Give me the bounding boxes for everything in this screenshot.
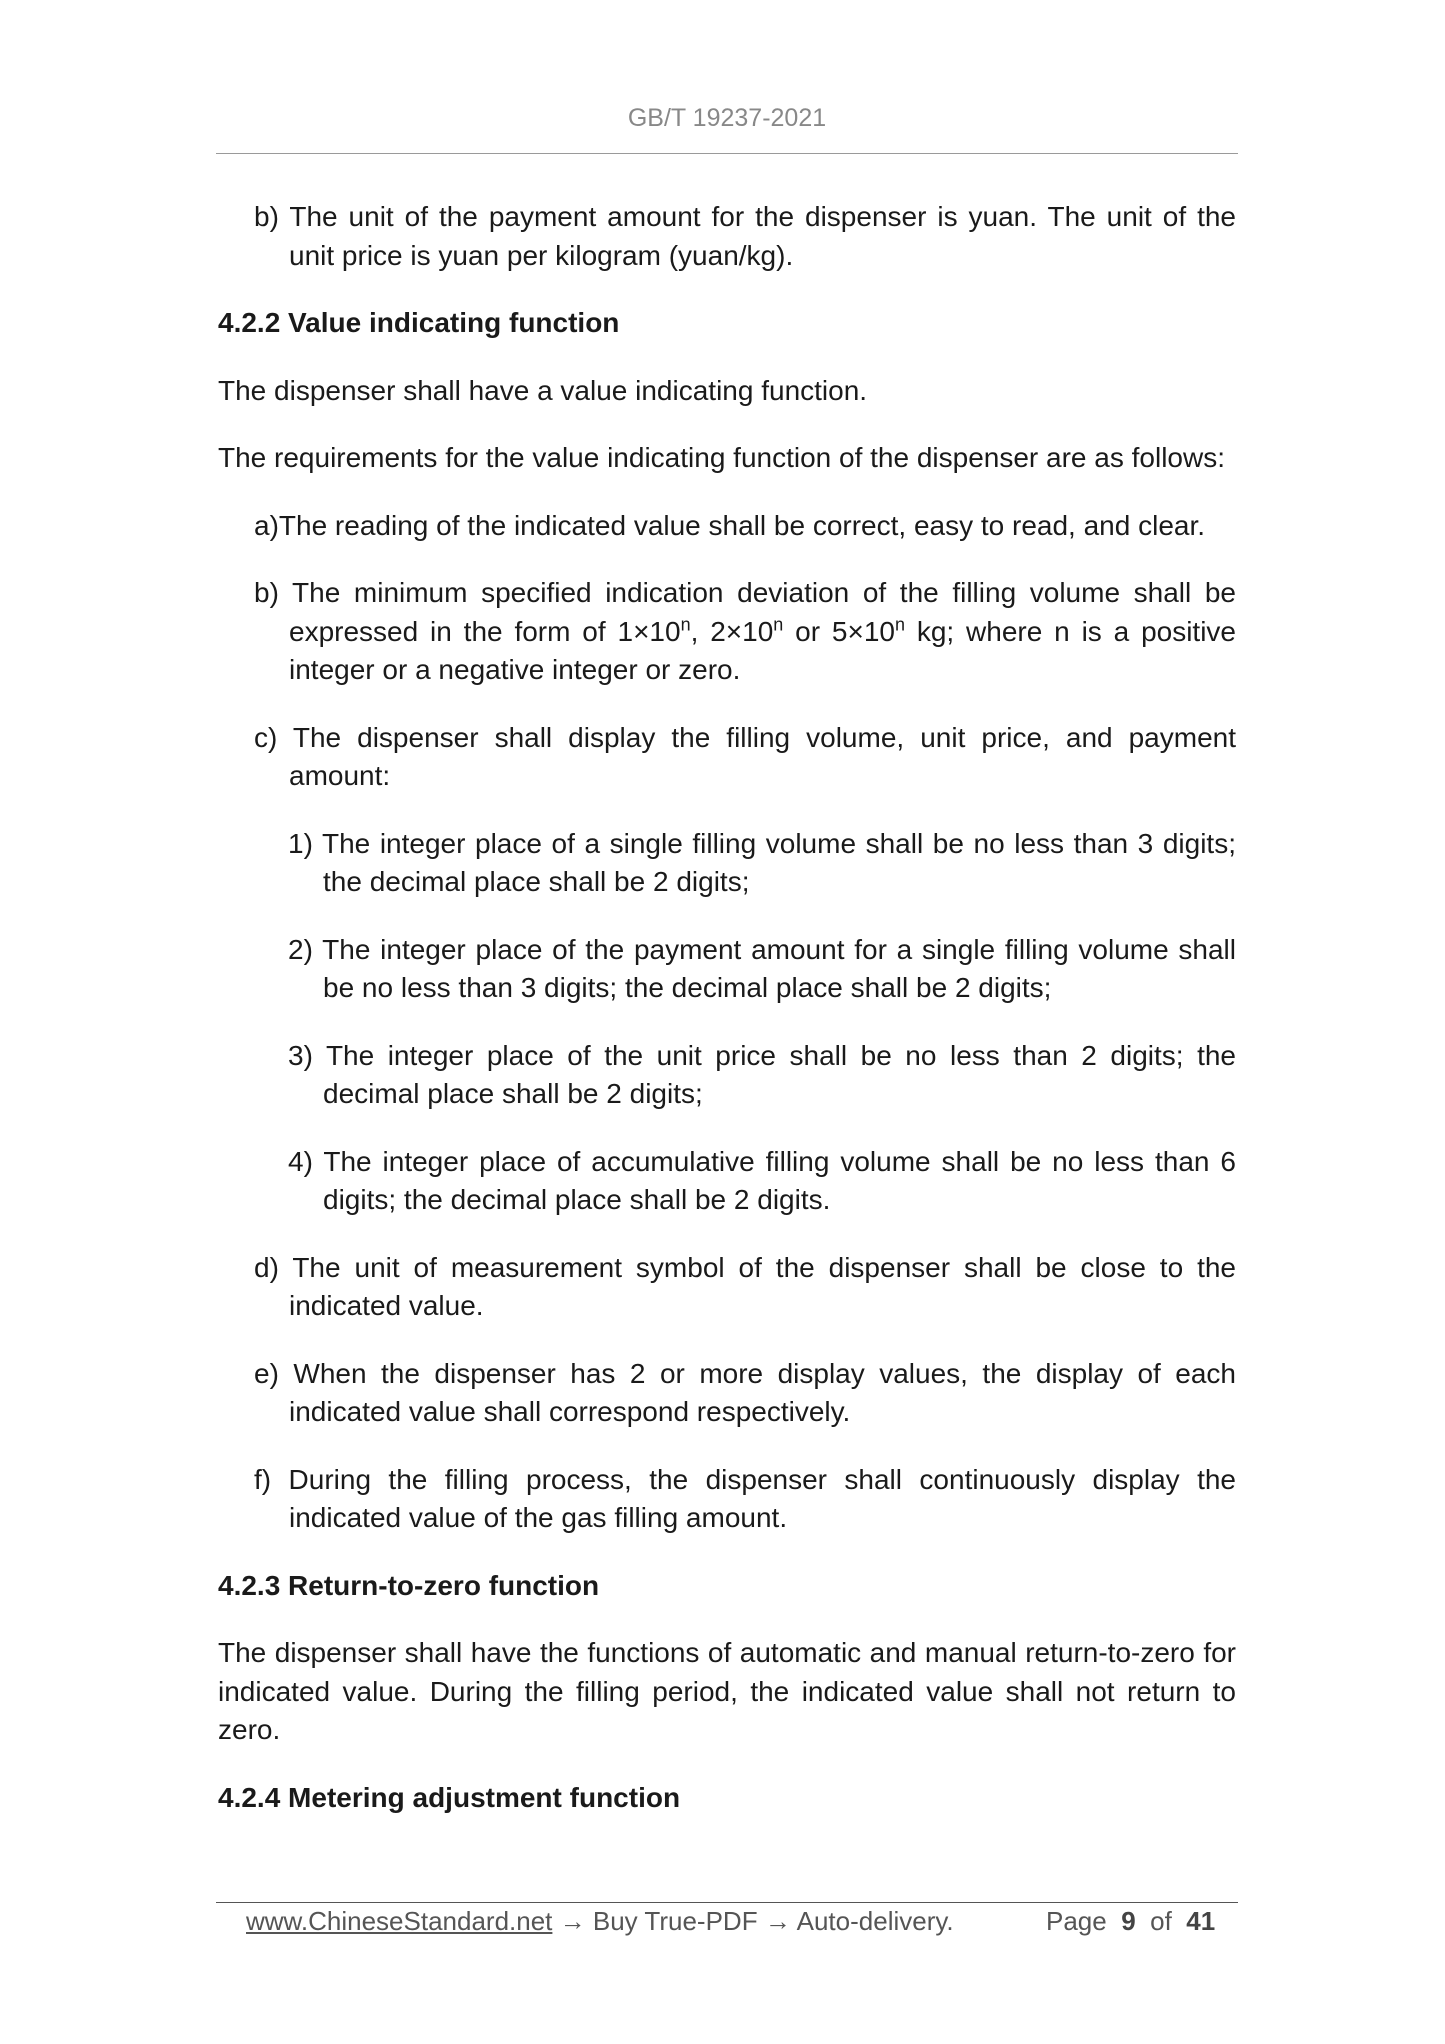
website-link[interactable]: www.ChineseStandard.net: [246, 1906, 553, 1936]
document-header-id: GB/T 19237-2021: [627, 104, 827, 132]
list-text: The integer place of accumulative filling volume shall be no less than 6 digits; the decimal place shall be 2 digits.: [323, 1145, 1236, 1215]
list-text: The integer place of a single filling volume shall be no less than 3 digits; the decimal place shall be 2 digits;: [321, 827, 1236, 897]
section-heading-4-2-2: 4.2.2 Value indicating function: [218, 307, 620, 338]
page-label: Page: [1046, 1906, 1107, 1936]
list-marker: b): [254, 577, 279, 608]
list-item-d: [254, 1249, 1236, 1326]
page-number: 9: [1121, 1906, 1136, 1936]
list-text: When the dispenser has 2 or more display values, the display of each indicated value shall correspond respectively.: [289, 1357, 1236, 1427]
superscript-n: n: [894, 614, 905, 635]
header-divider: [216, 153, 1238, 154]
sub-list-item-1: [288, 825, 1236, 902]
sub-list-item-2: [288, 931, 1236, 1008]
list-marker: f): [254, 1463, 272, 1495]
list-marker: 3): [288, 1039, 313, 1071]
list-item-c: [254, 719, 1236, 796]
list-item-f: [254, 1461, 1236, 1538]
list-text-part: The minimum specified indication deviation of the filling volume shall be expressed in the form of 1×10: [289, 577, 1236, 647]
list-item-b-unit: [254, 198, 1236, 275]
list-marker: d): [254, 1251, 279, 1283]
of-label: of: [1150, 1906, 1172, 1936]
list-marker: e): [254, 1357, 279, 1389]
page-content: [218, 198, 1236, 1846]
list-item-a: [254, 507, 1236, 546]
list-text: The unit of the payment amount for the dispenser is yuan. The unit of the unit price is yuan per kilogram (yuan/kg).: [289, 201, 1236, 271]
footer-divider: [216, 1902, 1238, 1903]
paragraph-return-to-zero: The dispenser shall have the functions of automatic and manual return-to-zero for indicated value. During the filling period, the indicated value shall not return to zero.: [218, 1637, 1236, 1745]
list-marker: 4): [288, 1145, 313, 1177]
list-text: The reading of the indicated value shall be correct, easy to read, and clear.: [278, 509, 1206, 541]
sub-list-item-4: [288, 1143, 1236, 1220]
list-item-e: [254, 1355, 1236, 1432]
list-text: The integer place of the unit price shall be no less than 2 digits; the decimal place shall be 2 digits;: [323, 1039, 1237, 1109]
page-footer: [246, 1906, 1216, 1937]
arrow-icon: →: [559, 1906, 586, 1936]
section-heading-4-2-3: 4.2.3 Return-to-zero function: [218, 1569, 600, 1601]
list-marker: c): [254, 721, 278, 753]
list-text: During the filling process, the dispenser shall continuously display the indicated value of the gas filling amount.: [288, 1463, 1236, 1533]
arrow-icon: →: [764, 1906, 791, 1936]
list-text: The unit of measurement symbol of the dispenser shall be close to the indicated value.: [289, 1251, 1236, 1321]
page-indicator: [1046, 1906, 1215, 1937]
list-text-part: kg; where n is a positive integer or a negative integer or zero.: [289, 615, 1237, 685]
list-text-part: or 5×10: [783, 615, 895, 647]
buy-pdf-text: Buy True-PDF: [592, 1906, 758, 1936]
sub-list-item-3: [288, 1037, 1236, 1114]
list-marker: 1): [288, 827, 313, 859]
list-marker: b): [254, 201, 279, 232]
superscript-n: n: [680, 614, 691, 635]
page-total: 41: [1186, 1906, 1216, 1936]
list-text: The dispenser shall display the filling volume, unit price, and payment amount:: [289, 721, 1237, 791]
list-marker: 2): [288, 933, 313, 965]
paragraph-value-function: The dispenser shall have a value indicating function.: [218, 374, 868, 406]
superscript-n: n: [773, 614, 784, 635]
list-text-part: , 2×10: [690, 615, 774, 647]
paragraph-requirements: The requirements for the value indicating function of the dispenser are as follows:: [218, 442, 1226, 473]
auto-delivery-text: Auto-delivery.: [796, 1906, 954, 1936]
list-marker: a): [254, 509, 279, 541]
list-text: The integer place of the payment amount for a single filling volume shall be no less than 3 digits; the decimal place shall be 2 digits;: [322, 933, 1236, 1003]
section-heading-4-2-4: 4.2.4 Metering adjustment function: [218, 1781, 681, 1813]
list-item-b: [254, 574, 1236, 690]
